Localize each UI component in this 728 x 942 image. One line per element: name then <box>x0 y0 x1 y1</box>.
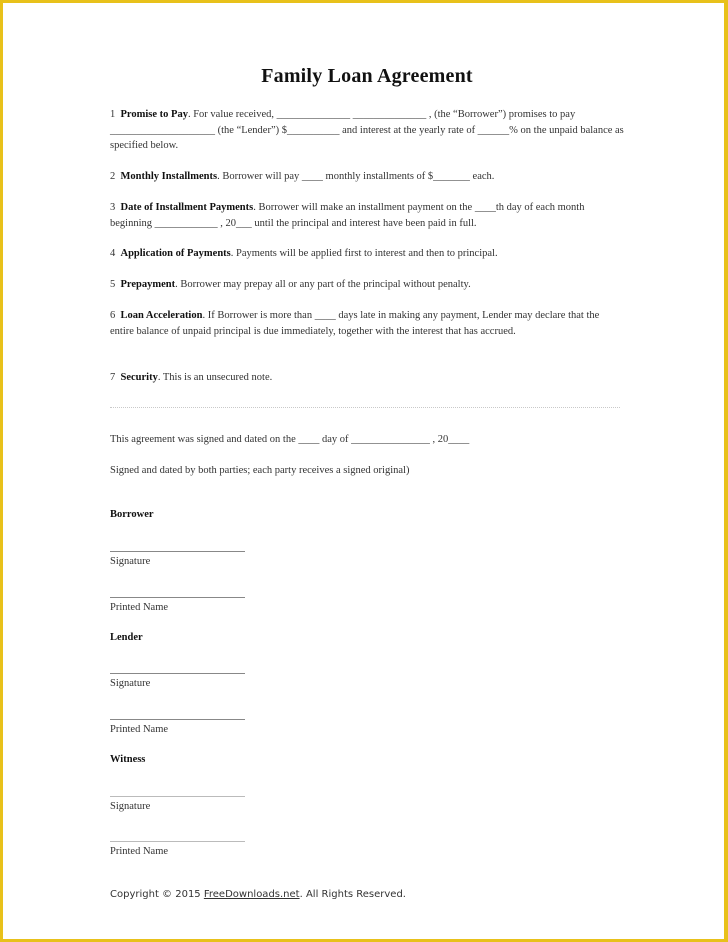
footer-link[interactable]: FreeDownloads.net <box>203 889 300 900</box>
witness-printed-name-line[interactable] <box>110 841 245 842</box>
section-heading: Application of Payments <box>120 248 231 259</box>
section-text: . Borrower will make an installment payment on the ____th day of each month beginning ____________ , 20___ until the principal and interest have been paid in full. <box>110 202 585 229</box>
section-number: 1 <box>110 109 116 120</box>
borrower-printed-name-label: Printed Name <box>110 602 169 613</box>
copyright-footer <box>110 889 406 900</box>
section-number: 4 <box>110 248 116 259</box>
lender-printed-name-line[interactable] <box>110 719 245 720</box>
section-heading: Security <box>120 372 158 383</box>
section-2 <box>110 169 625 185</box>
section-text: . Borrower may prepay all or any part of the principal without penalty. <box>175 279 471 290</box>
witness-signature-line[interactable] <box>110 796 245 797</box>
witness-heading: Witness <box>110 754 146 765</box>
borrower-heading: Borrower <box>110 509 154 520</box>
section-number: 5 <box>110 279 116 290</box>
section-3 <box>110 200 625 231</box>
borrower-signature-line[interactable] <box>110 551 245 552</box>
section-heading: Promise to Pay <box>120 109 188 120</box>
section-number: 2 <box>110 171 116 182</box>
signed-note: Signed and dated by both parties; each party receives a signed original) <box>110 465 410 476</box>
section-7 <box>110 370 625 386</box>
section-text: . Payments will be applied first to interest and then to principal. <box>230 248 498 259</box>
section-number: 6 <box>110 310 116 321</box>
footer-prefix: Copyright © 2015 <box>110 889 204 900</box>
lender-signature-label: Signature <box>110 678 151 689</box>
borrower-printed-name-line[interactable] <box>110 597 245 598</box>
signed-dated-line: This agreement was signed and dated on the ____ day of _______________ , 20____ <box>110 434 470 445</box>
lender-heading: Lender <box>110 632 143 643</box>
section-text: . This is an unsecured note. <box>157 372 273 383</box>
witness-signature-label: Signature <box>110 801 151 812</box>
section-text: . Borrower will pay ____ monthly installments of $_______ each. <box>217 171 495 182</box>
section-5 <box>110 277 625 293</box>
footer-suffix: . All Rights Reserved. <box>299 889 406 900</box>
dotted-divider <box>110 407 620 408</box>
section-text: . If Borrower is more than ____ days late in making any payment, Lender may declare that the entire balance of unpaid principal is due immediately, together with the interest that has accrued. <box>110 310 600 337</box>
section-number: 3 <box>110 202 116 213</box>
section-4 <box>110 246 625 262</box>
section-text: . For value received, ______________ ______________ , (the “Borrower”) promises to pay ____________________ (the “Lender”) $__________ and interest at the yearly rate of ______% on the unpaid balance as specified below. <box>110 109 624 151</box>
section-number: 7 <box>110 372 116 383</box>
section-6 <box>110 308 625 339</box>
lender-printed-name-label: Printed Name <box>110 724 169 735</box>
witness-printed-name-label: Printed Name <box>110 846 169 857</box>
section-heading: Date of Installment Payments <box>120 202 254 213</box>
section-heading: Loan Acceleration <box>120 310 203 321</box>
section-heading: Monthly Installments <box>120 171 218 182</box>
borrower-signature-label: Signature <box>110 556 151 567</box>
section-1 <box>110 107 625 154</box>
section-heading: Prepayment <box>120 279 176 290</box>
lender-signature-line[interactable] <box>110 673 245 674</box>
document-title: Family Loan Agreement <box>261 65 473 87</box>
